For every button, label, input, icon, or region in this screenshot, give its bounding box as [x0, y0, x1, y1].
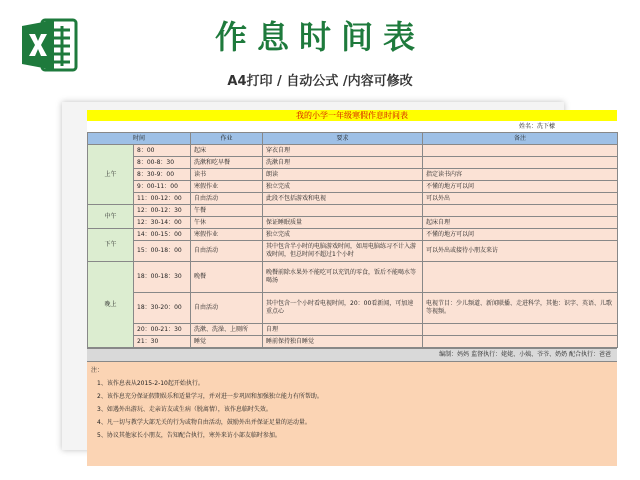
note-item: 3、如遇外出游玩、走亲访友或生病（脱离情），该作息临时失效。 — [97, 406, 272, 413]
table-row — [88, 157, 618, 169]
note-item: 5、协议其他家长小朋友，告知配合执行，寒外来访小部友临时参加。 — [97, 432, 281, 439]
activity-cell: 午餐 — [191, 205, 263, 217]
time-cell: 18：30-20：00 — [134, 293, 191, 324]
activity-cell: 寒假作业 — [191, 229, 263, 241]
time-cell: 12：00-12：30 — [134, 205, 191, 217]
table-row — [88, 229, 618, 241]
table-row — [88, 217, 618, 229]
table-row — [88, 241, 618, 262]
requirement-cell: 独立完成 — [263, 181, 423, 193]
notes-title: 注： — [91, 367, 104, 374]
activity-cell: 起床 — [191, 145, 263, 157]
period-evening: 晚上 — [88, 262, 134, 348]
note-cell — [423, 145, 618, 157]
period-noon: 中午 — [88, 205, 134, 229]
period-morning: 上午 — [88, 145, 134, 205]
time-cell: 15：00-18：00 — [134, 241, 191, 262]
signature-row: 编制：妈妈 监督执行：姥姥、小姨、爷爷、奶奶 配合执行：爸爸 — [87, 348, 617, 361]
period-afternoon: 下午 — [88, 229, 134, 262]
time-cell: 8：30-9：00 — [134, 169, 191, 181]
table-row — [88, 293, 618, 324]
activity-cell: 洗漱、洗澡、上厕所 — [191, 324, 263, 336]
time-cell: 9：00-11：00 — [134, 181, 191, 193]
requirement-cell: 其中包含一个小时看电视时间，20：00看新闻，可加速重点心 — [263, 293, 423, 324]
note-cell: 不懂的地方可以问 — [423, 181, 618, 193]
sheet-preview — [62, 102, 613, 450]
note-cell — [423, 205, 618, 217]
page-subtitle: A4打印 / 自动公式 /内容可修改 — [227, 74, 413, 89]
time-cell: 11：00-12：00 — [134, 193, 191, 205]
table-row — [88, 181, 618, 193]
activity-cell: 自由活动 — [191, 293, 263, 324]
note-item: 2、该作息充分保证假期娱乐和适量学习，并对进一步巩固和加强独立能力有所帮助。 — [97, 393, 323, 400]
note-cell — [423, 262, 618, 293]
note-item: 1、该作息表从2015-2-10起开始执行。 — [97, 380, 204, 387]
schedule-table — [87, 132, 618, 348]
table-row — [88, 169, 618, 181]
note-cell: 可以外出或接待小朋友来访 — [423, 241, 618, 262]
requirement-cell: 此段不包括游戏和电视 — [263, 193, 423, 205]
table-row — [88, 324, 618, 336]
table-row — [88, 262, 618, 293]
name-label: 姓名：冼下檬 — [87, 121, 617, 132]
activity-cell: 自由活动 — [191, 241, 263, 262]
sheet-title: 我的小学一年级寒假作息时间表 — [87, 110, 617, 121]
requirement-cell: 独立完成 — [263, 229, 423, 241]
note-cell — [423, 324, 618, 336]
note-cell: 指定读书内容 — [423, 169, 618, 181]
note-cell: 起床自理 — [423, 217, 618, 229]
requirement-cell: 洗漱自理 — [263, 157, 423, 169]
note-cell: 电视节目：少儿频道、新闻联播、走进科学，其他：识字、英语、儿歌等视频。 — [423, 293, 618, 324]
note-item: 4、凡一切与教学大部无关的行为或物自由活动，鼓励外出并保证足量的运动量。 — [97, 419, 311, 426]
time-cell: 14：00-15：00 — [134, 229, 191, 241]
table-row — [88, 336, 618, 348]
time-cell: 18：00-18：30 — [134, 262, 191, 293]
time-cell: 21：30 — [134, 336, 191, 348]
requirement-cell: 自理 — [263, 324, 423, 336]
time-cell: 12：30-14：00 — [134, 217, 191, 229]
note-cell: 可以外出 — [423, 193, 618, 205]
requirement-cell: 朗读 — [263, 169, 423, 181]
table-row — [88, 145, 618, 157]
requirement-cell: 睡前保持独自睡觉 — [263, 336, 423, 348]
activity-cell: 寒假作业 — [191, 181, 263, 193]
page-title: 作息时间表 — [214, 18, 425, 56]
column-header-time: 时间 — [88, 133, 191, 145]
time-cell: 20：00-21：30 — [134, 324, 191, 336]
requirement-cell — [263, 205, 423, 217]
time-cell: 8：00-8：30 — [134, 157, 191, 169]
column-header-requirement: 要求 — [263, 133, 423, 145]
activity-cell: 午休 — [191, 217, 263, 229]
spreadsheet — [87, 110, 617, 442]
table-row — [88, 193, 618, 205]
notes-section — [87, 361, 617, 466]
note-cell — [423, 157, 618, 169]
activity-cell: 读书 — [191, 169, 263, 181]
activity-cell: 洗漱和吃早餐 — [191, 157, 263, 169]
activity-cell: 自由活动 — [191, 193, 263, 205]
time-cell: 8：00 — [134, 145, 191, 157]
column-header-note: 备注 — [423, 133, 618, 145]
note-cell: 不懂的地方可以问 — [423, 229, 618, 241]
requirement-cell: 其中包含半小时的电脑游戏时间，如用电脑练习不计入游戏时间，但总时间不超过1个小时 — [263, 241, 423, 262]
activity-cell: 睡觉 — [191, 336, 263, 348]
activity-cell: 晚餐 — [191, 262, 263, 293]
requirement-cell: 穿衣自理 — [263, 145, 423, 157]
column-header-activity: 作业 — [191, 133, 263, 145]
requirement-cell: 保证睡眠质量 — [263, 217, 423, 229]
requirement-cell: 晚餐前除水果外不能吃可以充饥的零食，饭后不能喝水等喝汤 — [263, 262, 423, 293]
note-cell — [423, 336, 618, 348]
table-row — [88, 205, 618, 217]
